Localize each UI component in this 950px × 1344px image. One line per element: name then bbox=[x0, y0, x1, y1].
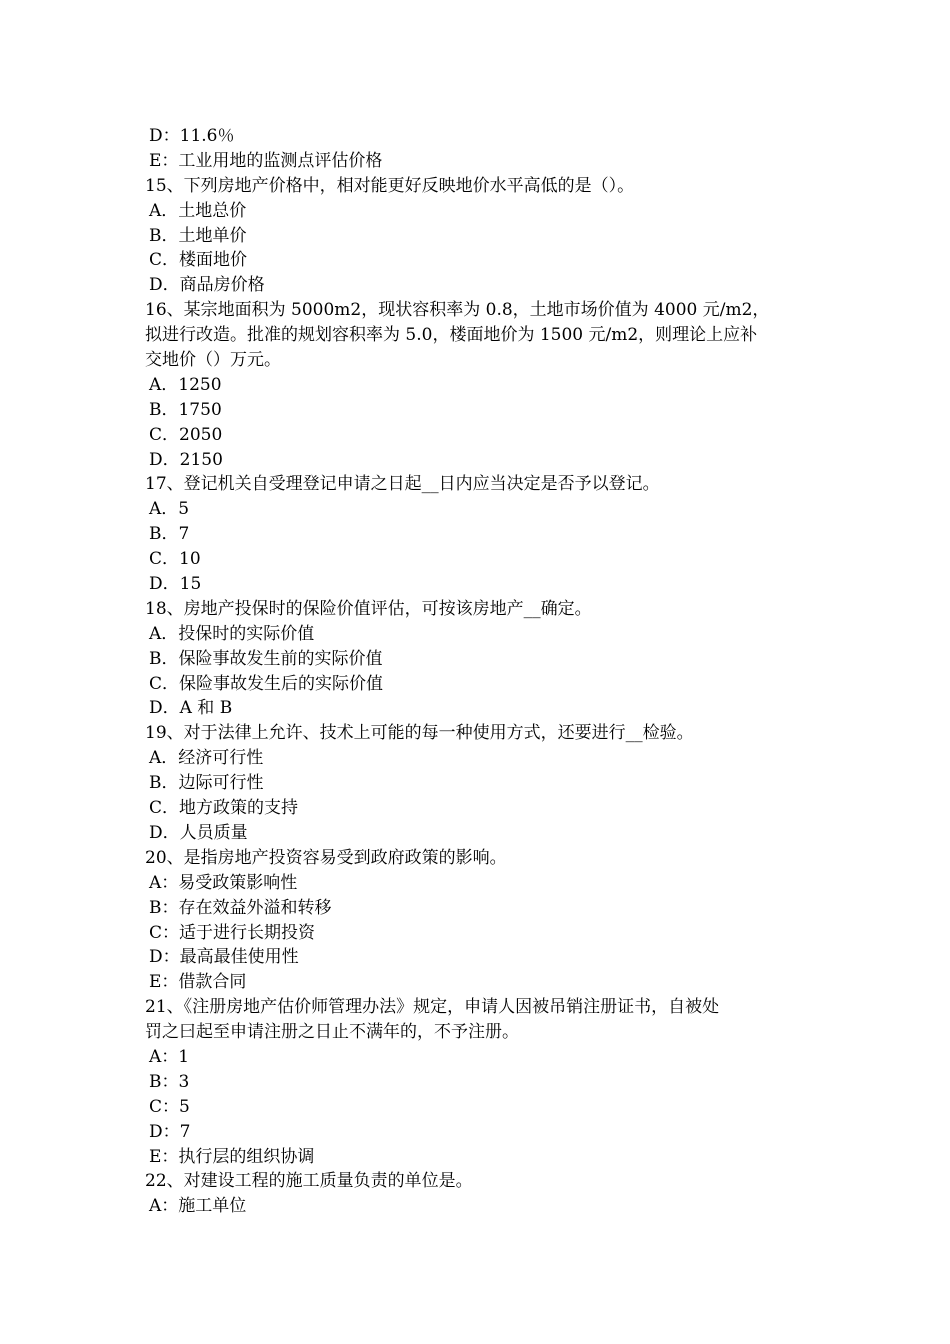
answer-option-line: B：存在效益外溢和转移 bbox=[149, 897, 332, 918]
question-text-line: 拟进行改造。批准的规划容积率为 5.0，楼面地价为 1500 元/m2，则理论上应补 bbox=[145, 325, 758, 346]
question-text-line: 交地价（）万元。 bbox=[145, 350, 281, 371]
answer-option-line: D．人员质量 bbox=[149, 822, 248, 843]
question-text-line: 16、某宗地面积为 5000m2，现状容积率为 0.8，土地市场价值为 4000 元/m2， bbox=[145, 300, 770, 321]
answer-option-line: A．1250 bbox=[149, 374, 222, 395]
answer-option-line: A．土地总价 bbox=[149, 200, 247, 221]
answer-option-line: D．2150 bbox=[149, 449, 223, 470]
answer-option-line: C．地方政策的支持 bbox=[149, 798, 299, 819]
answer-option-line: B．边际可行性 bbox=[149, 773, 264, 794]
answer-option-line: E：执行层的组织协调 bbox=[149, 1146, 315, 1167]
question-text-line: 15、下列房地产价格中，相对能更好反映地价水平高低的是（）。 bbox=[145, 175, 635, 196]
answer-option-line: B．土地单价 bbox=[149, 225, 247, 246]
question-text-line: 罚之曰起至申请注册之日止不满年的，不予注册。 bbox=[145, 1022, 519, 1043]
answer-option-line: A：易受政策影响性 bbox=[149, 872, 298, 893]
answer-option-line: D．15 bbox=[149, 574, 202, 595]
answer-option-line: A：1 bbox=[149, 1046, 190, 1067]
answer-option-line: C．保险事故发生后的实际价值 bbox=[149, 673, 384, 694]
document-page bbox=[0, 124, 950, 1219]
answer-option-line: E：工业用地的监测点评估价格 bbox=[149, 150, 383, 171]
answer-option-line: B：3 bbox=[149, 1071, 190, 1092]
answer-option-line: B．1750 bbox=[149, 399, 222, 420]
answer-option-line: D．A 和 B bbox=[149, 698, 233, 719]
answer-option-line: C．楼面地价 bbox=[149, 250, 248, 271]
answer-option-line: A：施工单位 bbox=[149, 1196, 247, 1217]
question-text-line: 22、对建设工程的施工质量负责的单位是。 bbox=[145, 1171, 473, 1192]
question-text-line: 19、对于法律上允许、技术上可能的每一种使用方式，还要进行__检验。 bbox=[145, 723, 694, 744]
answer-option-line: D．商品房价格 bbox=[149, 275, 265, 296]
answer-option-line: A．经济可行性 bbox=[149, 748, 264, 769]
question-text-line: 18、房地产投保时的保险价值评估，可按该房地产__确定。 bbox=[145, 598, 592, 619]
answer-option-line: D：11.6％ bbox=[149, 126, 235, 146]
question-text-line: 17、登记机关自受理登记申请之日起__日内应当决定是否予以登记。 bbox=[145, 474, 660, 495]
question-text-line: 21、《注册房地产估价师管理办法》规定，申请人因被吊销注册证书，自被处 bbox=[145, 997, 720, 1018]
answer-option-line: D：最高最佳使用性 bbox=[149, 947, 299, 968]
answer-option-line: E：借款合同 bbox=[149, 972, 247, 993]
answer-option-line: B．保险事故发生前的实际价值 bbox=[149, 648, 383, 669]
answer-option-line: A．5 bbox=[149, 499, 190, 520]
answer-option-line: C：5 bbox=[149, 1096, 190, 1117]
answer-option-line: C．2050 bbox=[149, 424, 223, 445]
answer-option-line: A．投保时的实际价值 bbox=[149, 623, 315, 644]
answer-option-line: B．7 bbox=[149, 524, 190, 545]
answer-option-line: C．10 bbox=[149, 549, 201, 570]
answer-option-line: C：适于进行长期投资 bbox=[149, 922, 316, 943]
answer-option-line: D：7 bbox=[149, 1121, 191, 1142]
question-text-line: 20、是指房地产投资容易受到政府政策的影响。 bbox=[145, 847, 507, 868]
